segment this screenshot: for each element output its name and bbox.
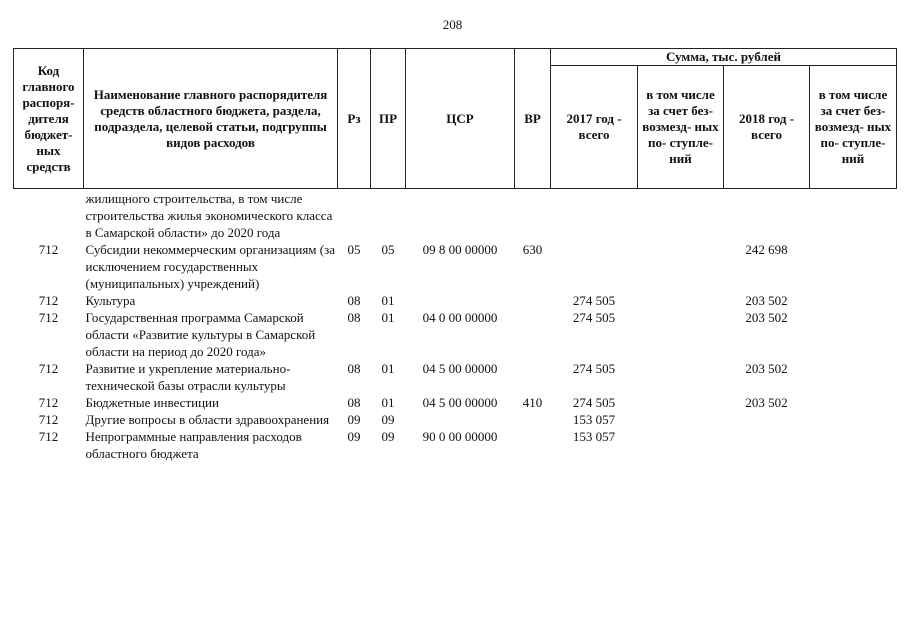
- cell-2018-total: [724, 411, 810, 428]
- table-row: [14, 309, 897, 360]
- cell-csr: 04 0 00 00000: [422, 310, 498, 325]
- cell-csr: 04 5 00 00000: [422, 361, 498, 376]
- cell-rz: 09: [347, 412, 361, 427]
- cell-2017-free: [638, 292, 724, 309]
- table-row: [14, 394, 897, 411]
- cell-name: жилищного строительства, в том числе строительства жилья экономического класса в Самарской области» до 2020 года: [85, 191, 333, 240]
- cell-pr: [371, 189, 406, 242]
- cell-2018-free: [810, 411, 897, 428]
- cell-csr: 09 8 00 00000: [422, 242, 498, 257]
- header-rz: Рз: [338, 49, 371, 189]
- page-number: 208: [442, 17, 463, 32]
- header-vr: ВР: [515, 49, 551, 189]
- cell-name: Другие вопросы в области здравоохранения: [85, 412, 330, 427]
- cell-vr: 410: [522, 395, 543, 410]
- cell-2017-total: 153 057: [572, 429, 616, 444]
- cell-code: [14, 189, 84, 242]
- cell-vr: [515, 189, 551, 242]
- cell-2018-free: [810, 394, 897, 411]
- cell-vr: 630: [522, 242, 543, 257]
- header-pr: ПР: [371, 49, 406, 189]
- cell-name: Бюджетные инвестиции: [85, 395, 219, 410]
- cell-rz: 08: [347, 361, 361, 376]
- cell-pr: 09: [381, 412, 395, 427]
- cell-name: Государственная программа Самарской области «Развитие культуры в Самарской области на период до 2020 года»: [85, 310, 316, 359]
- cell-vr: [515, 428, 551, 462]
- cell-2017-free: [638, 309, 724, 360]
- cell-rz: 09: [347, 429, 361, 444]
- cell-csr: [406, 411, 515, 428]
- cell-vr: [515, 309, 551, 360]
- cell-2017-free: [638, 428, 724, 462]
- cell-2018-total: 203 502: [745, 293, 788, 308]
- cell-2017-total: 274 505: [572, 395, 616, 410]
- cell-pr: 05: [381, 242, 395, 257]
- cell-name: Культура: [85, 293, 136, 308]
- header-sum-group: Сумма, тыс. рублей: [551, 49, 897, 66]
- cell-2018-free: [810, 428, 897, 462]
- table-row: [14, 411, 897, 428]
- cell-rz: 08: [347, 293, 361, 308]
- header-code: Код главного распоря- дителя бюджет- ных средств: [14, 49, 84, 189]
- cell-rz: 08: [347, 310, 361, 325]
- cell-pr: 01: [381, 361, 395, 376]
- cell-2017-free: [638, 411, 724, 428]
- table-row: [14, 189, 897, 242]
- cell-name: Развитие и укрепление материально-технической базы отрасли культуры: [85, 361, 291, 393]
- cell-vr: [515, 360, 551, 394]
- cell-2018-free: [810, 292, 897, 309]
- budget-table: [13, 48, 897, 462]
- cell-2017-free: [638, 241, 724, 292]
- header-2018-total: 2018 год - всего: [724, 66, 810, 189]
- cell-2017-total: [551, 241, 638, 292]
- cell-2017-total: 274 505: [572, 293, 616, 308]
- cell-code: 712: [38, 242, 59, 257]
- table-row: [14, 241, 897, 292]
- cell-vr: [515, 292, 551, 309]
- cell-2018-total: 203 502: [745, 361, 788, 376]
- cell-2018-total: [724, 189, 810, 242]
- cell-code: 712: [38, 429, 59, 444]
- table-row: [14, 292, 897, 309]
- cell-rz: 08: [347, 395, 361, 410]
- header-2017-total: 2017 год - всего: [551, 66, 638, 189]
- cell-2018-free: [810, 309, 897, 360]
- cell-rz: 05: [347, 242, 361, 257]
- cell-pr: 01: [381, 395, 395, 410]
- table-row: [14, 360, 897, 394]
- header-csr: ЦСР: [406, 49, 515, 189]
- cell-code: 712: [38, 310, 59, 325]
- cell-2017-total: 274 505: [572, 310, 616, 325]
- cell-2017-total: 274 505: [572, 361, 616, 376]
- cell-2018-total: 203 502: [745, 310, 788, 325]
- cell-csr: [406, 189, 515, 242]
- cell-2017-total: 153 057: [572, 412, 616, 427]
- cell-2018-free: [810, 241, 897, 292]
- cell-pr: 01: [381, 310, 395, 325]
- cell-code: 712: [38, 395, 59, 410]
- cell-name: Непрограммные направления расходов областного бюджета: [85, 429, 302, 461]
- cell-2017-free: [638, 394, 724, 411]
- cell-2018-free: [810, 360, 897, 394]
- cell-2018-total: [724, 428, 810, 462]
- cell-code: 712: [38, 361, 59, 376]
- cell-code: 712: [38, 293, 59, 308]
- cell-pr: 09: [381, 429, 395, 444]
- cell-2018-total: 203 502: [745, 395, 788, 410]
- cell-2018-free: [810, 189, 897, 242]
- header-2017-free: в том числе за счет без- возмезд- ных по- ступле- ний: [638, 66, 724, 189]
- header-name: Наименование главного распорядителя средств областного бюджета, раздела, подраздела, целевой статьи, подгруппы видов расходов: [84, 49, 338, 189]
- table-row: [14, 428, 897, 462]
- cell-2017-total: [551, 189, 638, 242]
- cell-2018-total: 242 698: [745, 242, 788, 257]
- cell-csr: 04 5 00 00000: [422, 395, 498, 410]
- cell-csr: [406, 292, 515, 309]
- cell-name: Субсидии некоммерческим организациям (за исключением государственных (муниципальных) учреждений): [85, 242, 336, 291]
- cell-pr: 01: [381, 293, 395, 308]
- cell-vr: [515, 411, 551, 428]
- cell-rz: [338, 189, 371, 242]
- cell-2017-free: [638, 360, 724, 394]
- header-2018-free: в том числе за счет без- возмезд- ных по- ступле- ний: [810, 66, 897, 189]
- cell-code: 712: [38, 412, 59, 427]
- cell-csr: 90 0 00 00000: [422, 429, 498, 444]
- cell-2017-free: [638, 189, 724, 242]
